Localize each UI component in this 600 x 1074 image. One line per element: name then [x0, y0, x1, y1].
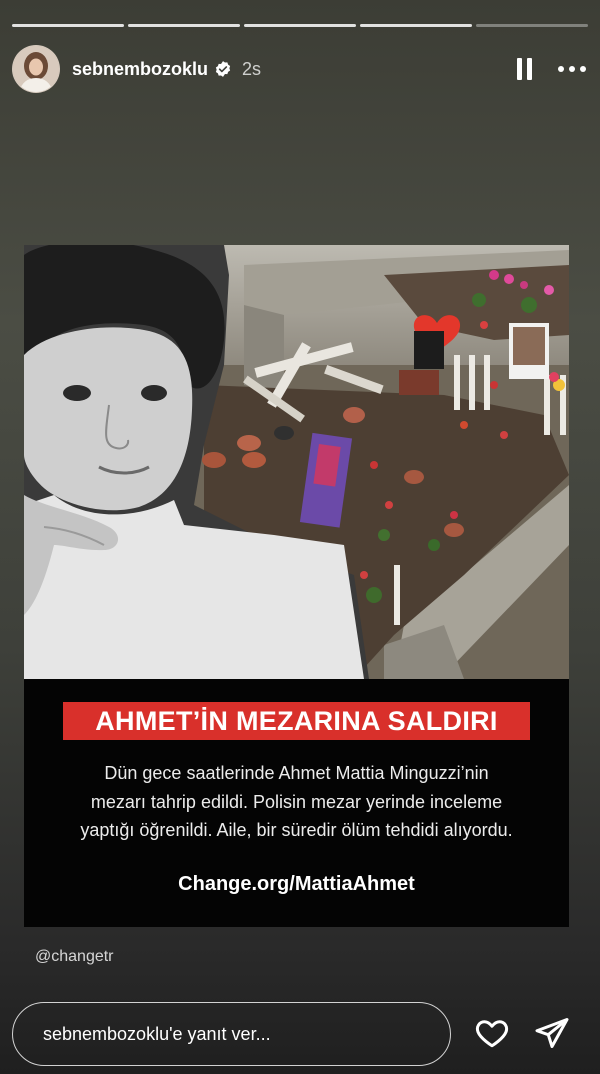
progress-segment-active: [476, 24, 588, 27]
story-header: [12, 44, 588, 94]
body-line: mezarı tahrip edildi. Polisin mezar yerinde inceleme: [90, 791, 503, 812]
mention-sticker[interactable]: @changetr: [35, 948, 114, 965]
verified-badge-icon: [214, 60, 232, 78]
headline-banner: AHMET’İN MEZARINA SALDIRI: [63, 702, 530, 740]
post-photo: [24, 245, 569, 679]
heart-icon[interactable]: [473, 1015, 511, 1051]
progress-segment: [244, 24, 356, 27]
body-line: Dün gece saatlerinde Ahmet Mattia Minguzzi’nin: [104, 763, 489, 783]
progress-segment: [128, 24, 240, 27]
avatar[interactable]: [12, 45, 60, 93]
story-post-card: [24, 245, 569, 927]
body-line: yaptığı öğrenildi. Aile, bir süredir ölüm tehdidi alıyordu.: [80, 820, 513, 840]
send-icon[interactable]: [533, 1015, 571, 1051]
username[interactable]: sebnembozoklu: [72, 58, 209, 79]
reply-input[interactable]: [12, 1002, 451, 1066]
petition-link[interactable]: Change.org/MattiaAhmet: [178, 873, 415, 895]
post-body-text: [38, 759, 555, 845]
progress-segment: [12, 24, 124, 27]
post-time: 2s: [242, 58, 262, 79]
more-icon[interactable]: [558, 66, 586, 72]
reply-placeholder: sebnembozoklu'e yanıt ver...: [43, 1023, 271, 1044]
story-progress-bar: [12, 24, 588, 27]
pause-icon[interactable]: [517, 58, 532, 80]
progress-segment: [360, 24, 472, 27]
